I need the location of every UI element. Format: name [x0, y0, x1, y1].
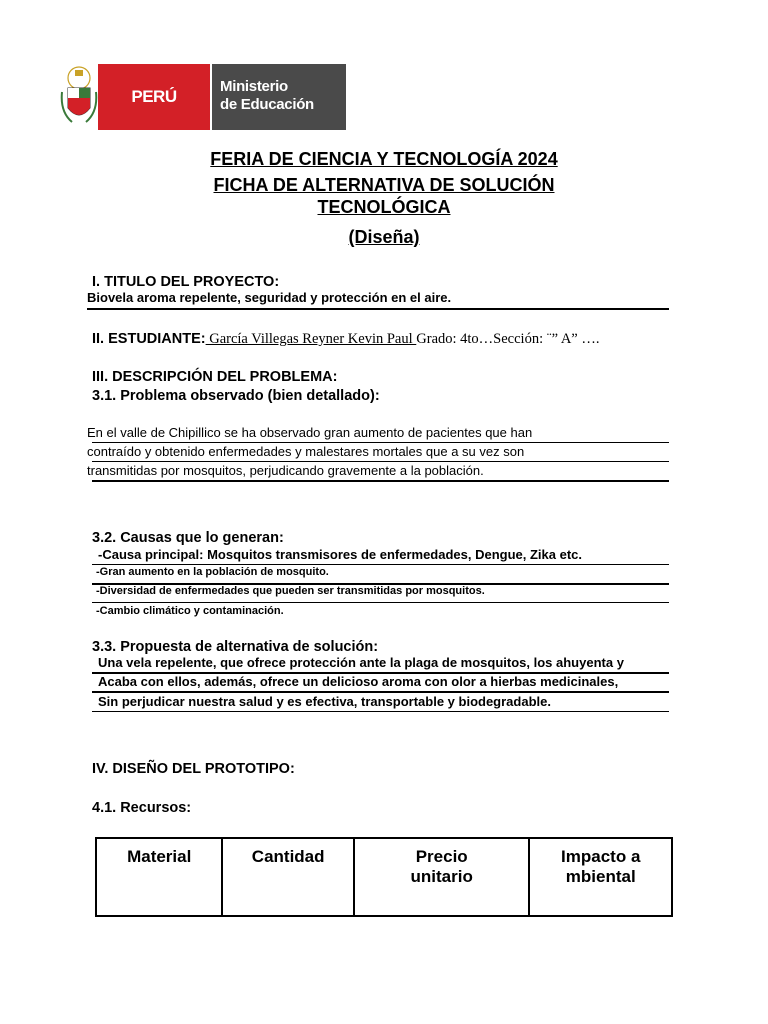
- cause-item: -Causa principal: Mosquitos transmisores de enfermedades, Dengue, Zika etc.: [98, 547, 583, 562]
- table-header-material: Material: [96, 838, 222, 916]
- divider: [92, 480, 669, 482]
- section3-sub3: 3.3. Propuesta de alternativa de solución:: [92, 639, 379, 655]
- table-header-impacto: Impacto ambiental: [529, 838, 672, 916]
- page-title-3: TECNOLÓGICA: [317, 197, 451, 217]
- cause-item: -Gran aumento en la población de mosquito.: [96, 566, 329, 578]
- section2-heading: II. ESTUDIANTE:: [92, 331, 206, 347]
- logo-ministry-line2: de Educación: [220, 96, 314, 113]
- page-subtitle: (Diseña): [348, 227, 420, 247]
- divider: [92, 711, 669, 712]
- logo-ministry-line1: Ministerio: [220, 78, 288, 95]
- section4-heading: IV. DISEÑO DEL PROTOTIPO:: [92, 761, 295, 777]
- divider: [92, 691, 669, 693]
- cause-item: -Cambio climático y contaminación.: [96, 605, 284, 617]
- proposal-line: Acaba con ellos, además, ofrece un delicioso aroma con olor a hierbas medicinales,: [98, 674, 619, 689]
- ministerio-logo: [60, 62, 314, 132]
- problem-line: En el valle de Chipillico se ha observado gran aumento de pacientes que han: [87, 425, 533, 440]
- project-title: Biovela aroma repelente, seguridad y protección en el aire.: [87, 290, 452, 305]
- divider: [87, 308, 669, 310]
- section4-sub1: 4.1. Recursos:: [92, 800, 192, 816]
- section3-sub2: 3.2. Causas que lo generan:: [92, 530, 284, 546]
- cause-item: -Diversidad de enfermedades que pueden ser transmitidas por mosquitos.: [96, 585, 485, 597]
- divider: [92, 564, 669, 565]
- divider: [92, 602, 669, 603]
- problem-line: transmitidas por mosquitos, perjudicando gravemente a la población.: [87, 463, 484, 478]
- table-header-row: [96, 838, 672, 916]
- table-header-cantidad: Cantidad: [222, 838, 354, 916]
- table-header-precio: Precio unitario: [354, 838, 530, 916]
- resources-table: [95, 837, 673, 917]
- section3-heading: III. DESCRIPCIÓN DEL PROBLEMA:: [92, 369, 338, 385]
- proposal-line: Sin perjudicar nuestra salud y es efectiva, transportable y biodegradable.: [98, 694, 551, 709]
- logo-ministry: [210, 64, 346, 130]
- grade-section: Grado: 4to…Sección: ¨” A” ….: [416, 331, 600, 347]
- problem-line: contraído y obtenido enfermedades y malestares mortales que a su vez son: [87, 444, 525, 459]
- divider: [92, 442, 669, 443]
- divider: [92, 461, 669, 462]
- peru-coat-of-arms-icon: [60, 62, 98, 132]
- section1-heading: I. TITULO DEL PROYECTO:: [92, 274, 280, 290]
- student-name: García Villegas Reyner Kevin Paul: [205, 331, 417, 347]
- logo-country: PERÚ: [98, 64, 210, 130]
- page-title-1: FERIA DE CIENCIA Y TECNOLOGÍA 2024: [210, 149, 558, 169]
- section3-sub1: 3.1. Problema observado (bien detallado):: [92, 388, 380, 404]
- page-title-2: FICHA DE ALTERNATIVA DE SOLUCIÓN: [213, 175, 555, 195]
- proposal-line: Una vela repelente, que ofrece protección ante la plaga de mosquitos, los ahuyenta y: [98, 655, 624, 670]
- student-line: [92, 330, 599, 348]
